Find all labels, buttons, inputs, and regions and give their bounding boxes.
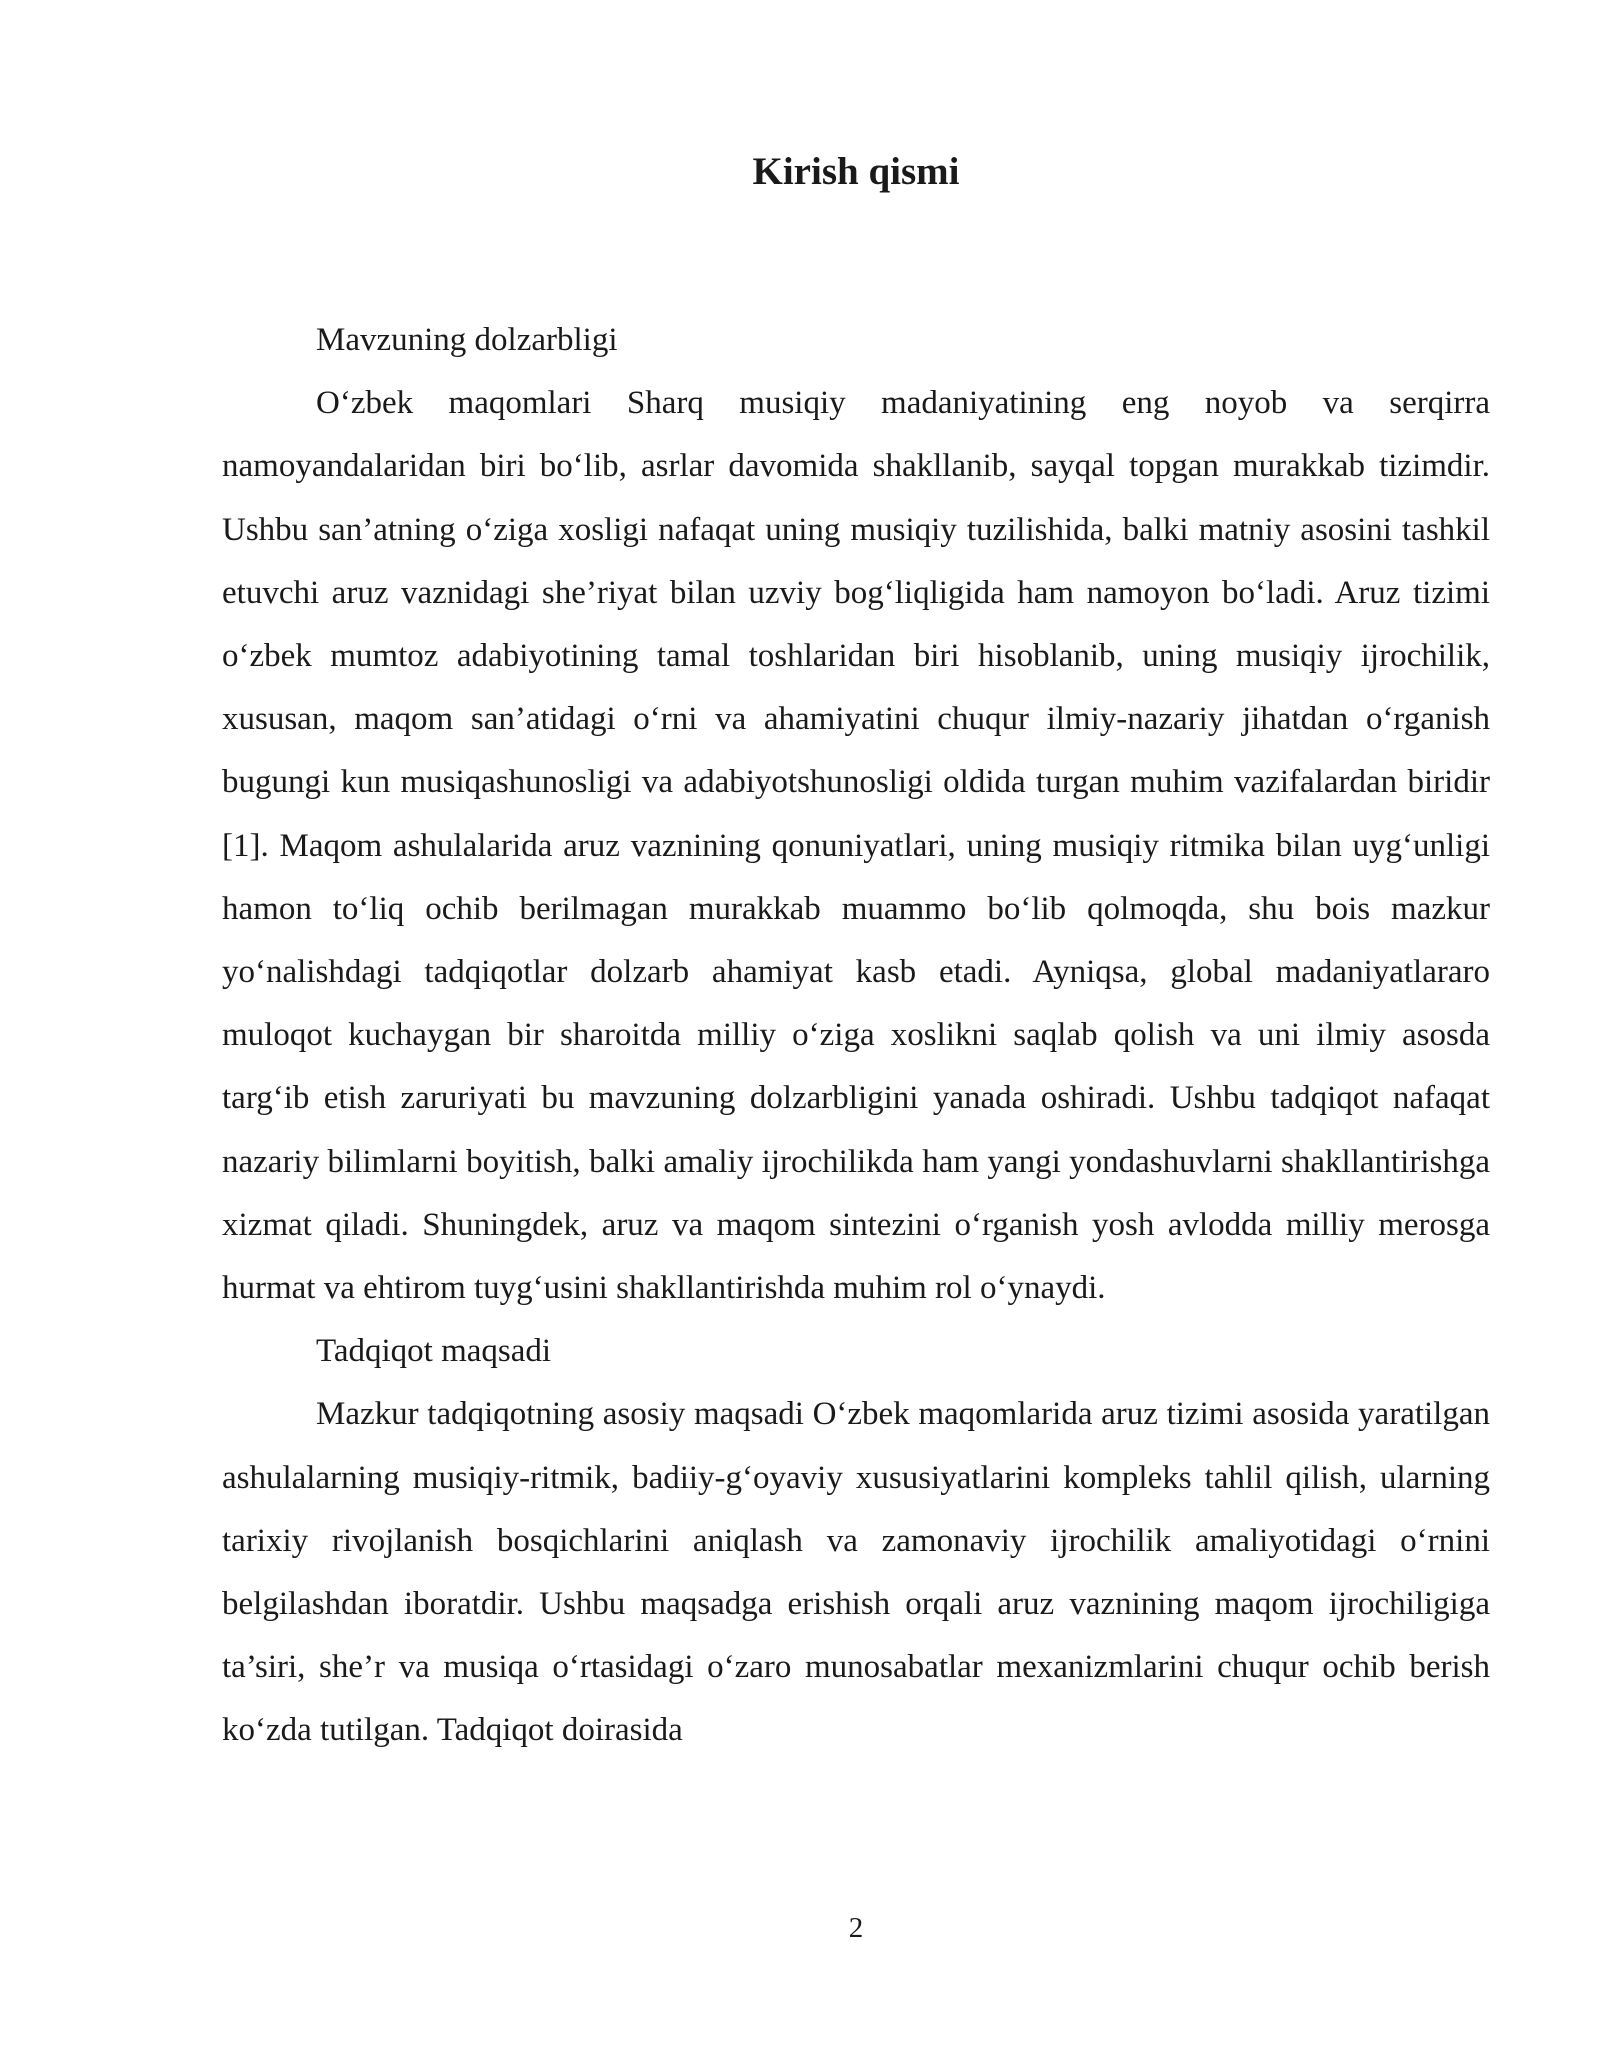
section-heading-relevance: Mavzuning dolzarbligi (316, 322, 618, 358)
section-paragraph-relevance: O‘zbek maqomlari Sharq musiqiy madaniyatining eng noyob va serqirra namoyandalaridan biri bo‘lib, asrlar davomida shakllanib, sayqal topgan murakkab tizimdir. Ushbu san’atning o‘ziga xosligi nafaqat uning musiqiy tuzilishida, balki matniy asosini tashkil etuvchi aruz vaznidagi she’riyat bilan uzviy bog‘liqligida ham namoyon bo‘ladi. Aruz tizimi o‘zbek mumtoz adabiyotining tamal toshlaridan biri hisoblanib, uning musiqiy ijrochilik, xususan, maqom san’atidagi o‘rni va ahamiyatini chuqur ilmiy-nazariy jihatdan o‘rganish bugungi kun musiqashunosligi va adabiyotshunosligi oldida turgan muhim vazifalardan biridir [1]. Maqom ashulalarida aruz vaznining qonuniyatlari, uning musiqiy ritmika bilan uyg‘unligi hamon to‘liq ochib berilmagan murakkab muammo bo‘lib qolmoqda, shu bois mazkur yo‘nalishdagi tadqiqotlar dolzarb ahamiyat kasb etadi. Ayniqsa, global madaniyatlararo muloqot kuchaygan bir sharoitda milliy o‘ziga xoslikni saqlab qolish va uni ilmiy asosda targ‘ib etish zaruriyati bu mavzuning dolzarbligini yanada oshiradi. Ushbu tadqiqot nafaqat nazariy bilimlarni boyitish, balki amaliy ijrochilikda ham yangi yondashuvlarni shakllantirishga xizmat qiladi. Shuningdek, aruz va maqom sintezini o‘rganish yosh avlodda milliy merosga hurmat va ehtirom tuyg‘usini shakllantirishda muhim rol o‘ynaydi. (222, 385, 1490, 1307)
section-heading-goal: Tadqiqot maqsadi (316, 1333, 552, 1370)
page-number: 2 (848, 1912, 864, 1944)
page-title: Kirish qismi (752, 150, 960, 193)
section-paragraph-goal: Mazkur tadqiqotning asosiy maqsadi O‘zbek maqomlarida aruz tizimi asosida yaratilgan ashulalarning musiqiy-ritmik, badiiy-g‘oyaviy xususiyatlarini kompleks tahlil qilish, ularning tarixiy rivojlanish bosqichlarini aniqlash va zamonaviy ijrochilik amaliyotidagi o‘rnini belgilashdan iboratdir. Ushbu maqsadga erishish orqali aruz vaznining maqom ijrochiligiga ta’siri, she’r va musiqa o‘rtasidagi o‘zaro munosabatlar mexanizmlarini chuqur ochib berish ko‘zda tutilgan. Tadqiqot doirasida (222, 1396, 1490, 1749)
document-body (222, 309, 1490, 1763)
